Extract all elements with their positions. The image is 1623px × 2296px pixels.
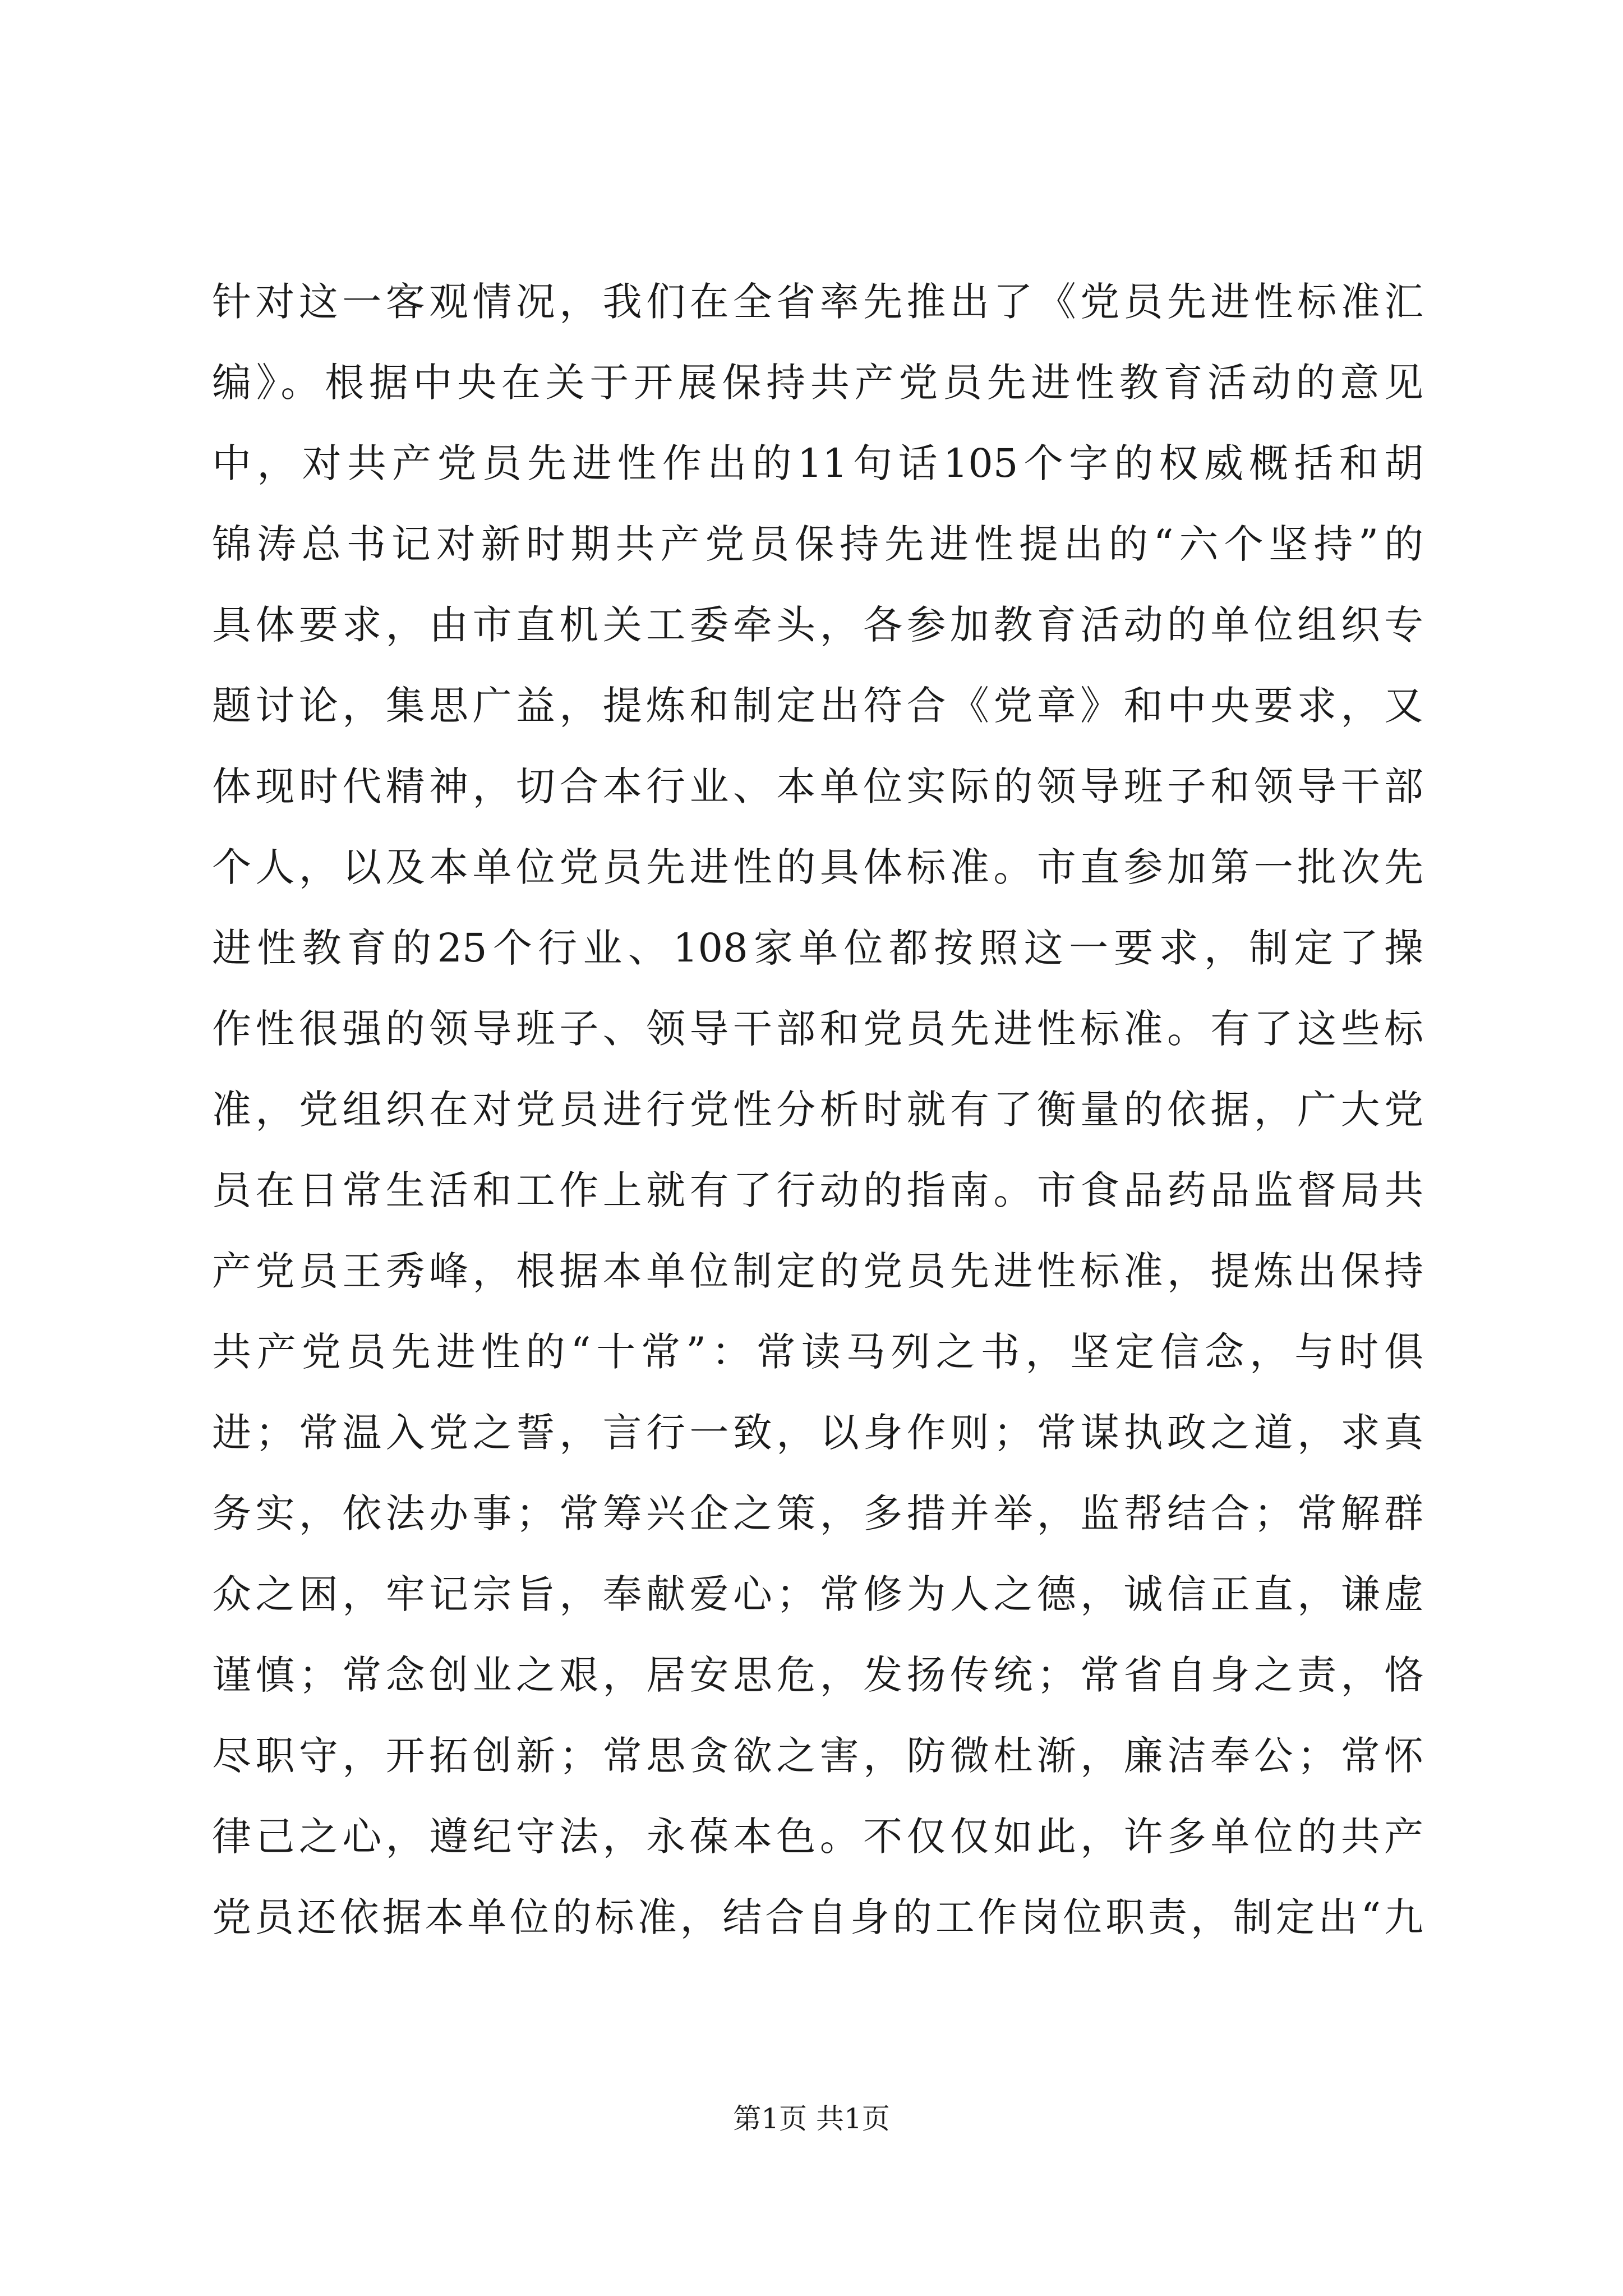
text-line: 针对这一客观情况，我们在全省率先推出了《党员先进性标准汇 [212,279,1423,325]
text-line: 个人，以及本单位党员先进性的具体标准。市直参加第一批次先 [212,844,1423,890]
text-line: 进性教育的25个行业、108家单位都按照这一要求，制定了操 [212,925,1423,971]
text-line: 进；常温入党之誓，言行一致，以身作则；常谋执政之道，求真 [212,1410,1423,1456]
text-line: 尽职守，开拓创新；常思贪欲之害，防微杜渐，廉洁奉公；常怀 [212,1733,1423,1779]
text-line: 体现时代精神，切合本行业、本单位实际的领导班子和领导干部 [212,763,1423,809]
body-paragraph [212,261,1423,1958]
text-line: 作性很强的领导班子、领导干部和党员先进性标准。有了这些标 [212,1006,1423,1052]
text-line: 众之困，牢记宗旨，奉献爱心；常修为人之德，诚信正直，谦虚 [212,1571,1423,1617]
text-line: 具体要求，由市直机关工委牵头，各参加教育活动的单位组织专 [212,602,1423,648]
text-line: 中，对共产党员先进性作出的11句话105个字的权威概括和胡 [212,440,1423,486]
page-number: 第1页 共1页 [733,2102,890,2135]
text-line: 共产党员先进性的“十常”：常读马列之书，坚定信念，与时俱 [212,1329,1423,1375]
text-line: 务实，依法办事；常筹兴企之策，多措并举，监帮结合；常解群 [212,1490,1423,1536]
text-line: 党员还依据本单位的标准，结合自身的工作岗位职责，制定出“九 [212,1894,1423,1940]
text-line: 谨慎；常念创业之艰，居安思危，发扬传统；常省自身之责，恪 [212,1652,1423,1698]
text-line: 题讨论，集思广益，提炼和制定出符合《党章》和中央要求，又 [212,683,1423,729]
text-line: 锦涛总书记对新时期共产党员保持先进性提出的“六个坚持”的 [212,521,1423,567]
text-line: 员在日常生活和工作上就有了行动的指南。市食品药品监督局共 [212,1167,1423,1213]
text-line: 产党员王秀峰，根据本单位制定的党员先进性标准，提炼出保持 [212,1248,1423,1294]
text-line: 律己之心，遵纪守法，永葆本色。不仅仅如此，许多单位的共产 [212,1814,1423,1860]
page-footer [0,2099,1623,2138]
text-line: 准，党组织在对党员进行党性分析时就有了衡量的依据，广大党 [212,1087,1423,1133]
text-line: 编》。根据中央在关于开展保持共产党员先进性教育活动的意见 [212,360,1423,406]
